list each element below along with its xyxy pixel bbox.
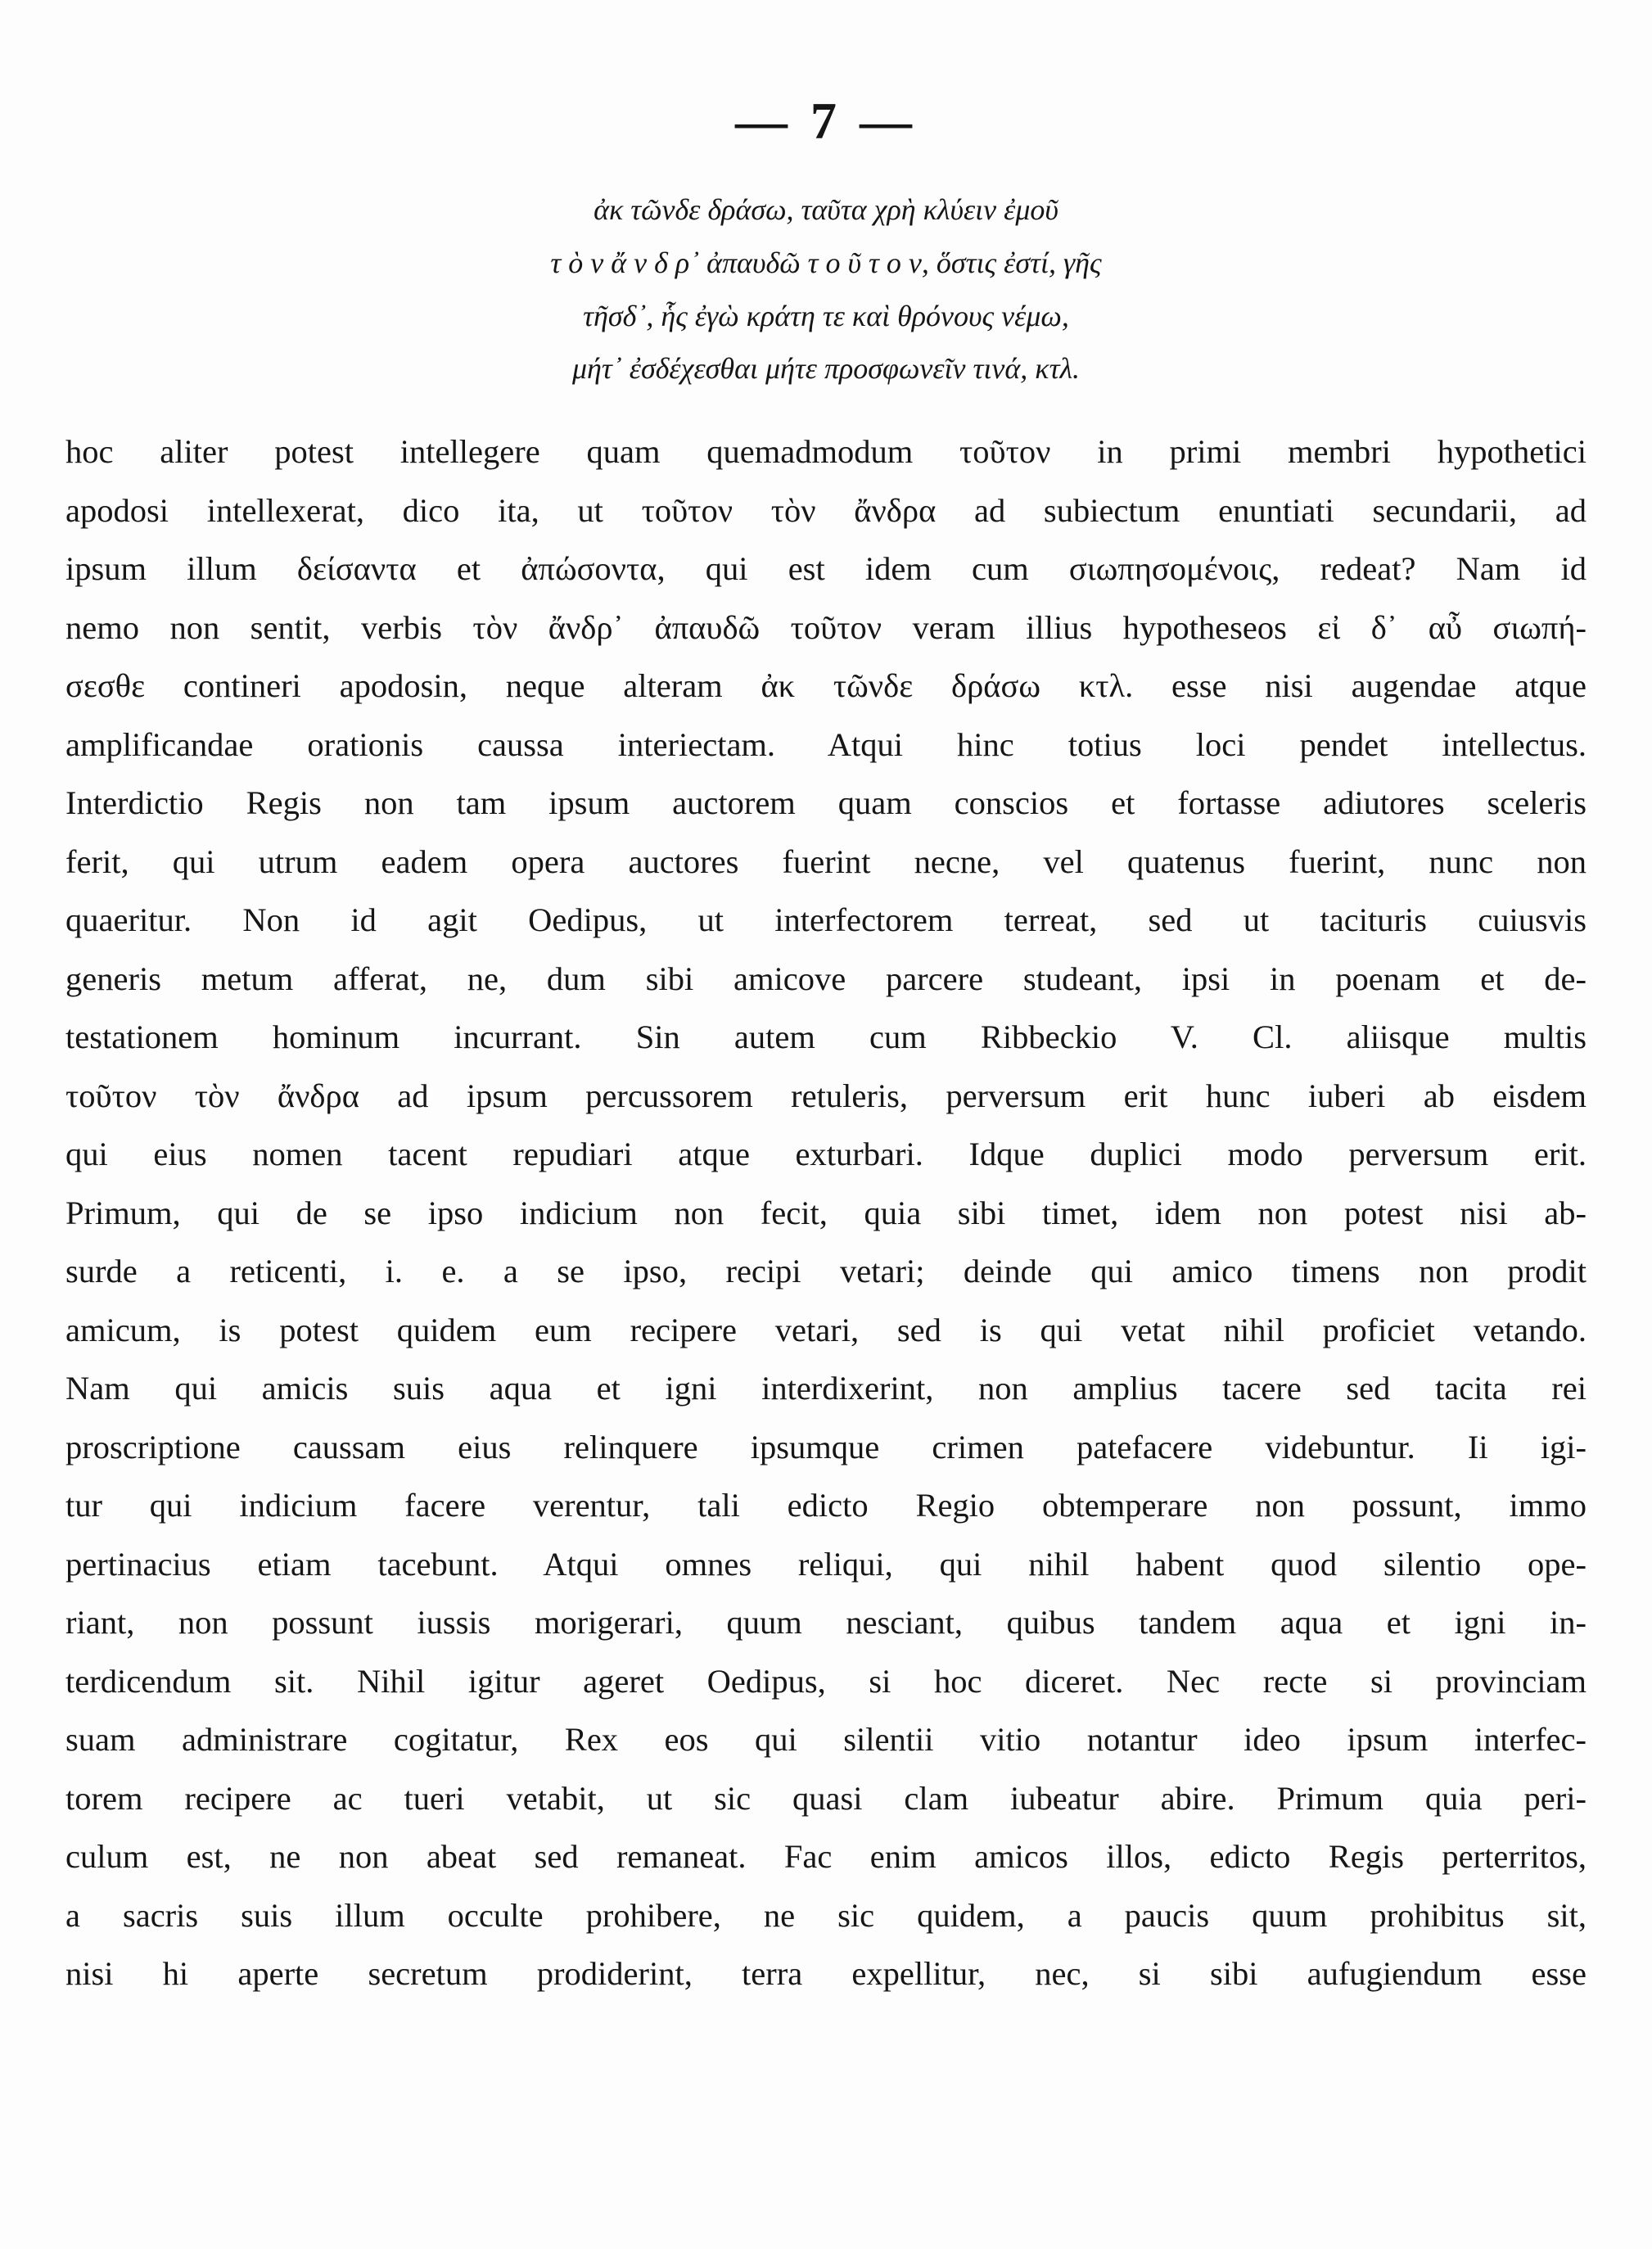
text-line: Interdictio Regis non tam ipsum auctorem quam conscios et fortasse adiutores sceleris (65, 784, 1587, 821)
text-line: σεσθε contineri apodosin, neque alteram ἀκ τῶνδε δράσω κτλ. esse nisi augendae atque (65, 667, 1587, 704)
verse-line: τῆσδ᾽, ἧς ἐγὼ κράτη τε καὶ θρόνους νέμω, (583, 300, 1069, 332)
text-line: ferit, qui utrum eadem opera auctores fuerint necne, vel quatenus fuerint, nunc non (65, 842, 1587, 880)
text-line: proscriptione caussam eius relinquere ipsumque crimen patefacere videbuntur. Ii igi- (65, 1428, 1587, 1465)
text-line: a sacris suis illum occulte prohibere, ne sic quidem, a paucis quum prohibitus sit, (65, 1896, 1587, 1934)
text-line: suam administrare cogitatur, Rex eos qui silentii vitio notantur ideo ipsum interfec- (65, 1721, 1587, 1758)
text-line: amplificandae orationis caussa interiectam. Atqui hinc totius loci pendet intellectus. (65, 725, 1587, 763)
text-line: Primum, qui de se ipso indicium non fecit, quia sibi timet, idem non potest nisi ab- (65, 1194, 1587, 1231)
text-line: apodosi intellexerat, dico ita, ut τοῦτον τὸν ἄνδρα ad subiectum enuntiati secundarii, ad (65, 491, 1587, 529)
text-line: riant, non possunt iussis morigerari, quum nesciant, quibus tandem aqua et igni in- (65, 1604, 1587, 1641)
text-line: terdicendum sit. Nihil igitur ageret Oedipus, si hoc diceret. Nec recte si provinciam (65, 1662, 1587, 1700)
text-line: generis metum afferat, ne, dum sibi amicove parcere studeant, ipsi in poenam et de- (65, 960, 1587, 997)
text-line: qui eius nomen tacent repudiari atque exturbari. Idque duplici modo perversum erit. (65, 1136, 1587, 1172)
text-line: pertinacius etiam tacebunt. Atqui omnes reliqui, qui nihil habent quod silentio ope- (65, 1545, 1587, 1583)
text-line: tur qui indicium facere verentur, tali edicto Regio obtemperare non possunt, immo (65, 1487, 1587, 1524)
text-line: nemo non sentit, verbis τὸν ἄνδρ᾽ ἀπαυδῶ τοῦτον veram illius hypotheseos εἰ δ᾽ αὖ σιωπή- (65, 608, 1587, 646)
text-line: quaeritur. Non id agit Oedipus, ut interfectorem terreat, sed ut tacituris cuiusvis (65, 901, 1587, 938)
verse-line: τ ὸ ν ἄ ν δ ρ᾽ ἀπαυδῶ τ ο ῦ τ ο ν, ὅστις ἐστί, γῆς (550, 246, 1102, 279)
body-paragraph (65, 422, 1587, 2003)
text-line: torem recipere ac tueri vetabit, ut sic quasi clam iubeatur abire. Primum quia peri- (65, 1779, 1587, 1817)
text-line: Nam qui amicis suis aqua et igni interdixerint, non amplius tacere sed tacita rei (65, 1370, 1587, 1407)
text-line: culum est, ne non abeat sed remaneat. Fac enim amicos illos, edicto Regis perterritos, (65, 1838, 1587, 1875)
text-line: ipsum illum δείσαντα et ἀπώσοντα, qui est idem cum σιωπησομένοις, redeat? Nam id (65, 550, 1587, 587)
page-number: — 7 — (735, 92, 917, 150)
verse-line: ἀκ τῶνδε δράσω, ταῦτα χρὴ κλύειν ἐμοῦ (594, 193, 1058, 226)
text-line: amicum, is potest quidem eum recipere vetari, sed is qui vetat nihil proficiet vetando. (65, 1311, 1587, 1348)
text-line: nisi hi aperte secretum prodiderint, terra expellitur, nec, si sibi aufugiendum esse (65, 1955, 1587, 1992)
text-line: surde a reticenti, i. e. a se ipso, recipi vetari; deinde qui amico timens non prodit (65, 1253, 1587, 1289)
text-line: τοῦτον τὸν ἄνδρα ad ipsum percussorem retuleris, perversum erit hunc iuberi ab eisdem (65, 1077, 1587, 1114)
text-line: hoc aliter potest intellegere quam quemadmodum τοῦτον in primi membri hypothetici (65, 433, 1587, 470)
verse-line: μήτ᾽ ἐσδέχεσθαι μήτε προσφωνεῖν τινά, κτλ. (571, 352, 1081, 385)
text-line: testationem hominum incurrant. Sin autem cum Ribbeckio V. Cl. aliisque multis (65, 1018, 1587, 1055)
